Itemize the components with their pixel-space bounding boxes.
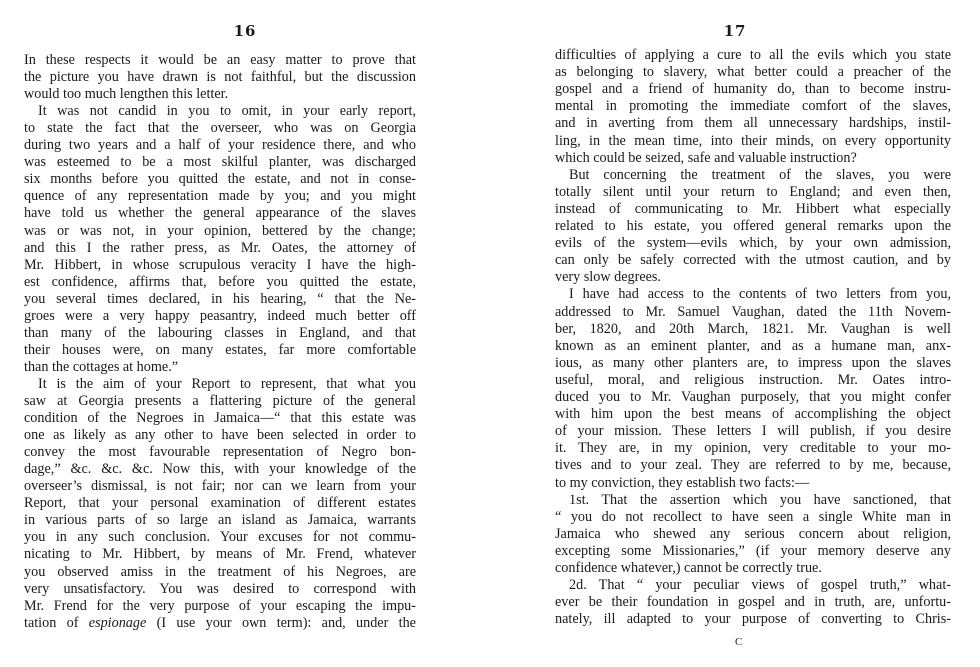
right-text-line: known as an eminent planter, and as a humane man, anx- (555, 337, 951, 354)
left-text-line: six months before you quitted the estate, and not in conse- (24, 171, 416, 188)
page-number-right: 17 (723, 22, 747, 40)
left-text-line-last (24, 615, 416, 632)
right-text-line: evils of the system—evils which, by your own admission, (555, 235, 951, 252)
right-text-line: excepting some Missionaries,” (if your memory deserve any (555, 542, 951, 559)
right-text-line: duced you to Mr. Vaughan purposely, that you might confer (555, 389, 951, 405)
left-text-line: Mr. Frend for the very purpose of your escaping the impu- (24, 597, 416, 614)
right-text-line: as belonging to slavery, what better could a preacher of the (555, 64, 951, 81)
right-text-line: I have had access to the contents of two letters from you, (569, 286, 951, 303)
right-text-line: it. They are, in my opinion, very creditable to your mo- (555, 440, 951, 457)
left-text-line: than the cottages at home.” (24, 358, 179, 375)
right-text-line: 1st. That the assertion which you have sanctioned, that (569, 491, 951, 508)
left-text-line: condition of the Negroes in Jamaica—“ that this estate was (24, 410, 416, 427)
left-text-line: their houses were, on many estates, far more comfortable (24, 341, 416, 358)
right-text-line: to my conviction, they establish two facts:— (555, 474, 810, 491)
left-text-line: Mr. Hibbert, in whose scrupulous veracity I have the high- (24, 256, 416, 273)
right-text-line: gospel and a friend of humanity do, than to become instru- (555, 81, 951, 98)
left-text-line: the picture you have drawn is not faithful, but the discussion (24, 69, 416, 86)
left-text-line: during two years and a half of your residence there, and who (24, 137, 416, 154)
left-text-line: It is the aim of your Report to represent, that what you (38, 375, 416, 392)
right-text-line: very slow degrees. (555, 269, 661, 286)
left-text-line: you several times declared, in his hearing, “ that the Ne- (24, 290, 416, 307)
right-text-line: But concerning the treatment of the slaves, you were (569, 166, 951, 183)
left-text-line: have told us whether the general appearance of the slaves (24, 205, 416, 222)
right-text-line: difficulties of applying a cure to all the evils which you state (555, 47, 951, 63)
last-line-before: tation of (24, 614, 89, 631)
left-text-line: was esteemed to be a most skilful planter, was discharged (24, 154, 416, 171)
right-text-line: confidence whatever,) cannot be correctly true. (555, 560, 822, 576)
left-text-line: than many of the labouring classes in England, and that (24, 324, 416, 341)
left-text-line: nicating to Mr. Hibbert, by means of Mr. Frend, whatever (24, 546, 416, 563)
right-text-line: mental in promoting the immediate comfort of the slaves, (555, 98, 951, 115)
right-text-line: related to his estate, you offered general remarks upon the (555, 218, 951, 234)
last-line-after: (I use your own term): and, under the (146, 614, 416, 631)
left-text-line: you in any such conclusion. Your excuses for not commu- (24, 529, 416, 546)
right-text-line: tives and to your zeal. They are referred to by me, because, (555, 457, 951, 474)
right-text-line: and in averting from them all unnecessary hardships, instil- (555, 115, 951, 132)
signature-mark: C (735, 636, 743, 648)
left-text-line: to state the fact that the overseer, who was on Georgia (24, 120, 416, 137)
right-text-line: useful, moral, and religious instruction. Mr. Oates intro- (555, 371, 951, 388)
left-text-line: convey the most favourable representation of Negro bon- (24, 444, 416, 461)
left-text-line: Report, that your personal examination of different estates (24, 495, 416, 512)
right-text-line: ever be their foundation in gospel and in truth, are, unfortu- (555, 594, 951, 611)
left-text-line: very unsatisfactory. You was desired to correspond with (24, 580, 416, 597)
last-line-italic: espionage (88, 614, 147, 631)
right-text-line: ber, 1820, and 20th March, 1821. Mr. Vaughan is well (555, 320, 951, 337)
left-text-line: would too much lengthen this letter. (24, 86, 229, 103)
left-text-line: dage,” &c. &c. &c. Now this, with your knowledge of the (24, 461, 416, 478)
right-text-line: ious, as many other planters are, to impress upon the slaves (555, 354, 951, 371)
right-text-line: Jamaica who shewed any serious concern about religion, (555, 525, 951, 542)
right-text-line: with him upon the best means of accomplishing the object (555, 406, 951, 423)
left-text-line: and this I the rather press, as Mr. Oates, the attorney of (24, 239, 416, 256)
left-text-line: In these respects it would be an easy matter to prove that (24, 52, 416, 68)
left-text-line: quence of any representation made by you; and you might (24, 188, 416, 205)
right-text-line: can only be safely corrected with the utmost caution, and by (555, 252, 951, 269)
left-text-line: overseer’s dismissal, is not fair; nor can we learn from your (24, 478, 416, 495)
page-number-left: 16 (233, 22, 257, 40)
right-text-line: nately, ill adapted to your purpose of converting to Chris- (555, 611, 951, 628)
right-text-line: addressed to Mr. Samuel Vaughan, dated the 11th Novem- (555, 303, 951, 320)
left-text-line: saw at Georgia presents a flattering picture of the general (24, 393, 416, 409)
right-text-line: instead of communicating to Mr. Hibbert what especially (555, 200, 951, 217)
left-text-line: est confidence, affirms that, before you quitted the estate, (24, 273, 416, 290)
right-text-line: “ you do not recollect to have seen a single White man in (555, 508, 951, 525)
left-text-line: groes were a very happy peasantry, indeed much better off (24, 307, 416, 324)
right-text-line: which could be seized, safe and valuable instruction? (555, 149, 857, 166)
right-text-line: ling, in the mean time, into their minds, on every opportunity (555, 132, 951, 149)
right-text-line: of your mission. These letters I will publish, if you desire (555, 423, 951, 440)
right-text-line: totally silent until your return to England; and even then, (555, 183, 951, 200)
left-text-line: It was not candid in you to omit, in your early report, (38, 103, 416, 120)
left-text-line: was or was not, in your opinion, bettered by the change; (24, 222, 416, 239)
left-text-line: one as likely as any other to have been selected in order to (24, 427, 416, 444)
left-text-line: in various parts of so large an island as Jamaica, warrants (24, 512, 416, 529)
left-text-line: you observed amiss in the treatment of his Negroes, are (24, 563, 416, 580)
right-text-line: 2d. That “ your peculiar views of gospel truth,” what- (569, 577, 951, 594)
